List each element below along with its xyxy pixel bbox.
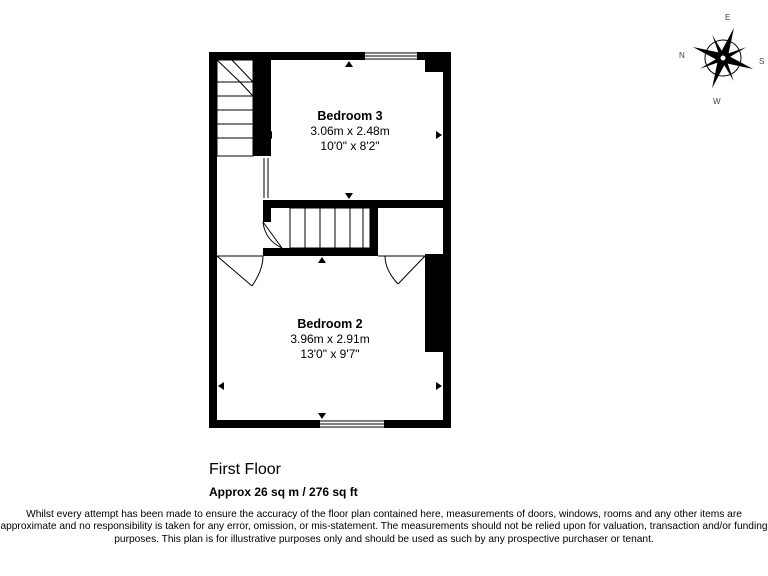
compass-w: W <box>713 97 721 106</box>
floor-area: Approx 26 sq m / 276 sq ft <box>209 485 358 499</box>
window-top <box>365 52 417 60</box>
doors <box>217 158 425 286</box>
disclaimer-text: Whilst every attempt has been made to ensure the accuracy of the floor plan contained here, measurements of doors, windows, rooms and any other items are approximate and no responsibility is taken for any error, omission, or mis-statement. The measurements should not be relied upon for valuation, transaction and/or funding purposes. This plan is for illustrative purposes only and should be used as such by any prospective purchaser or tenant. <box>0 509 768 545</box>
bedroom3-name: Bedroom 3 <box>317 109 383 123</box>
compass-n: N <box>679 51 685 60</box>
bedroom2-label <box>270 317 390 362</box>
floor-title: First Floor <box>209 461 281 478</box>
bedroom3-label <box>290 109 410 154</box>
compass-s: S <box>759 57 765 66</box>
window-bottom <box>320 420 384 428</box>
bedroom3-metric: 3.06m x 2.48m <box>310 124 390 138</box>
bedroom2-imperial: 13'0" x 9'7" <box>300 347 360 361</box>
bedroom3-imperial: 10'0" x 8'2" <box>320 139 380 153</box>
interior-walls <box>253 60 451 352</box>
bedroom2-metric: 3.96m x 2.91m <box>290 332 370 346</box>
compass-e: E <box>725 13 731 22</box>
stairs-middle <box>290 208 370 248</box>
stairs-upper <box>217 60 253 156</box>
compass-icon <box>682 17 764 99</box>
bedroom2-name: Bedroom 2 <box>297 317 363 331</box>
